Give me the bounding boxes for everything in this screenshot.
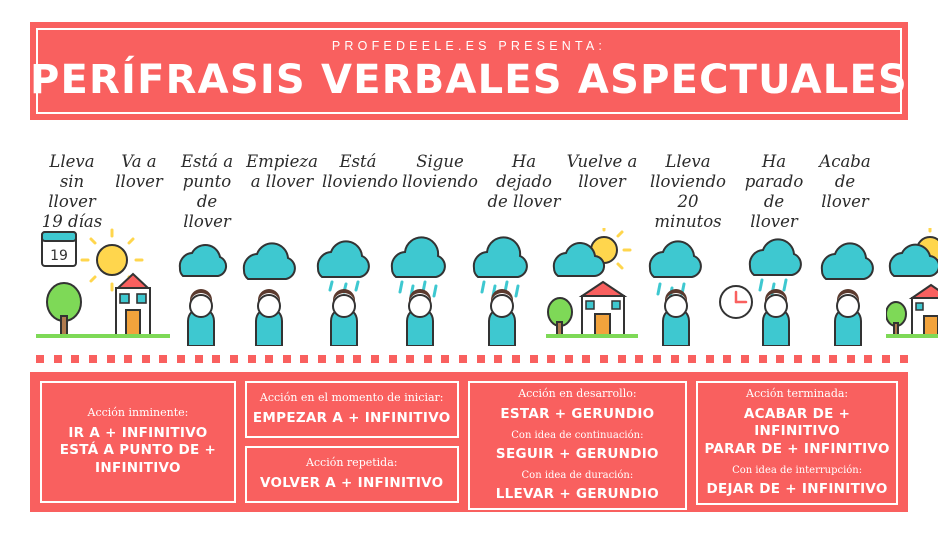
scene-cloud-person — [170, 228, 232, 346]
cloud-icon — [244, 243, 295, 279]
tree-icon — [47, 283, 81, 336]
caption-item: Está lloviendo — [322, 152, 398, 192]
legend-formula: ACABAR DE + INFINITIVO — [743, 405, 851, 440]
caption-item: Sigue lloviendo — [402, 152, 478, 192]
person-icon — [663, 289, 689, 346]
header-frame — [30, 28, 908, 114]
scene-cloud-rain-person — [638, 228, 714, 346]
caption-item: Empieza a llover — [246, 152, 318, 192]
house-icon — [912, 285, 938, 336]
legend-subtitle: Con idea de continuación: — [511, 430, 644, 442]
legend-title: Acción repetida: — [305, 455, 398, 469]
cloud-icon — [650, 241, 701, 277]
scene-cloud-rain-person — [382, 228, 458, 346]
caption-item: Vuelve a llover — [566, 152, 638, 192]
legend-formula: IR A + INFINITIVO — [68, 424, 208, 441]
caption-item: Ha dejado de llover — [487, 152, 561, 212]
legend-title: Acción en desarrollo: — [518, 387, 637, 400]
caption-item: Acaba de llover — [819, 152, 871, 212]
scene-cloud-rain-clock-person — [714, 228, 810, 346]
person-icon — [188, 289, 214, 346]
person-icon — [407, 289, 433, 346]
scene-sun-cloud-house — [886, 228, 938, 346]
legend-formula: EMPEZAR A + INFINITIVO — [252, 409, 451, 426]
scene-cloud-person — [232, 228, 306, 346]
scene-cloud-light-rain-person — [306, 228, 382, 346]
legend-formula: DEJAR DE + INFINITIVO — [706, 480, 888, 497]
cloud-icon — [474, 237, 527, 277]
page-title: PERÍFRASIS VERBALES ASPECTUALES — [30, 57, 908, 103]
dotted-divider — [36, 355, 908, 363]
legend-box-inicio — [245, 381, 459, 438]
person-icon — [489, 289, 515, 346]
header-banner — [30, 22, 908, 120]
legend-box-inminente — [40, 381, 236, 503]
caption-item: Ha parado de llover — [744, 152, 804, 232]
legend-formula: PARAR DE + INFINITIVO — [704, 440, 890, 457]
clock-icon — [720, 286, 752, 318]
legend-title: Acción inminente: — [87, 405, 189, 419]
caption-item: Lleva sin llover 19 días — [41, 152, 103, 232]
tree-icon — [886, 302, 906, 336]
panel-column-inicio-repeticion — [245, 381, 459, 503]
caption-row — [36, 152, 908, 230]
legend-title: Acción en el momento de iniciar: — [259, 390, 444, 404]
scene-cloud-person — [810, 228, 886, 346]
cloud-icon — [822, 243, 873, 279]
legend-formula: LLEVAR + GERUNDIO — [495, 485, 660, 502]
cloud-icon — [392, 237, 445, 277]
person-icon — [763, 289, 789, 346]
person-icon — [331, 289, 357, 346]
legend-subtitle: Con idea de duración: — [521, 470, 634, 482]
calendar-icon — [42, 232, 76, 266]
header-eyebrow: PROFEDEELE.ES PRESENTA: — [331, 39, 607, 53]
person-icon — [835, 289, 861, 346]
legend-formula: SEGUIR + GERUNDIO — [495, 445, 659, 462]
legend-box-desarrollo — [468, 381, 688, 510]
cloud-icon — [180, 245, 226, 276]
house-icon — [582, 282, 624, 336]
legend-subtitle: Con idea de interrupción: — [732, 465, 863, 477]
panel-column-desarrollo — [468, 381, 688, 503]
legend-box-terminada — [696, 381, 898, 505]
cloud-icon — [318, 241, 369, 277]
panel-column-inminente — [40, 381, 236, 503]
panel-column-terminada — [696, 381, 898, 503]
scene-sun-cloud-house — [546, 228, 638, 346]
legend-box-repetida — [245, 446, 459, 503]
house-icon — [116, 274, 150, 336]
tree-icon — [548, 298, 572, 336]
caption-item: Está a punto de llover — [180, 152, 234, 232]
caption-item: Lleva lloviendo 20 minutos — [650, 152, 726, 232]
legend-formula: VOLVER A + INFINITIVO — [259, 474, 444, 491]
scene-calendar-sun-house — [36, 228, 170, 346]
raindrops-icon — [400, 282, 436, 296]
illustration-row — [36, 228, 908, 346]
legend-title: Acción terminada: — [746, 387, 849, 400]
svg-text:19: 19 — [50, 248, 68, 264]
scene-cloud-rain-person — [458, 228, 546, 346]
raindrops-icon — [482, 282, 518, 296]
legend-formula: ESTÁ A PUNTO DE + INFINITIVO — [59, 442, 217, 476]
person-icon — [256, 289, 282, 346]
legend-formula: ESTAR + GERUNDIO — [500, 405, 655, 422]
caption-item: Va a llover — [115, 152, 163, 192]
cloud-icon — [750, 239, 801, 275]
legend-panels — [30, 372, 908, 512]
